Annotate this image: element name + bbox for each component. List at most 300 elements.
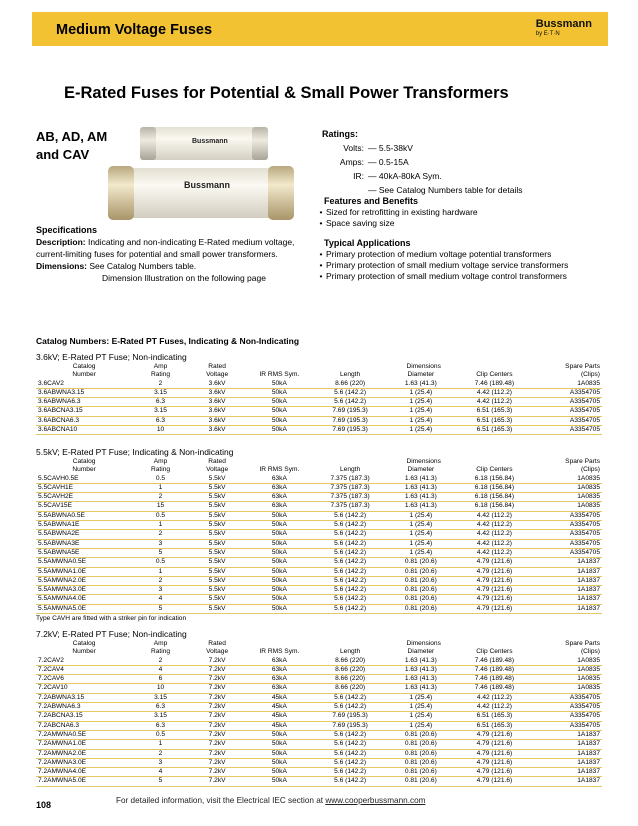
table-row — [36, 721, 602, 730]
cell-amp-rating: 3 — [132, 586, 189, 595]
large-fuse-label: Bussmann — [184, 180, 231, 190]
cell-rated-voltage: 7.2kV — [189, 749, 246, 758]
cell-spare-parts: 1A1837 — [534, 730, 602, 739]
features-and-applications — [316, 196, 612, 282]
cell-clip-centers: 4.42 (112.2) — [455, 530, 534, 539]
col-number: Number — [72, 466, 96, 474]
cell-spare-parts: 1A1837 — [534, 586, 602, 595]
cell-clip-centers: 6.18 (156.84) — [455, 475, 534, 484]
table-row — [36, 595, 602, 604]
cell-rated-voltage: 5.5kV — [189, 604, 246, 613]
cell-ir: 63kA — [245, 665, 313, 674]
desc-label: Description: — [36, 237, 86, 247]
cell-ir: 50kA — [245, 576, 313, 585]
brand-name: Bussmann — [535, 18, 592, 30]
cell-amp-rating: 0.5 — [132, 475, 189, 484]
cell-diameter: 1 (25.4) — [387, 721, 455, 730]
cell-amp-rating: 1 — [132, 483, 189, 492]
cell-rated-voltage: 7.2kV — [189, 657, 246, 666]
bullet-icon: • — [319, 218, 323, 228]
col-diameter: Diameter — [407, 648, 435, 656]
bullet-icon: • — [319, 271, 323, 281]
col-rating: Rating — [150, 371, 171, 379]
catalog-table — [36, 363, 602, 435]
cell-amp-rating: 2 — [132, 657, 189, 666]
product-families — [36, 128, 107, 164]
rating-note — [322, 183, 523, 197]
cell-catalog-number: 7.2AMWNA3.0E — [36, 758, 132, 767]
cell-clip-centers: 4.79 (121.6) — [455, 749, 534, 758]
cell-catalog-number: 5.5CAVH0.5E — [36, 475, 132, 484]
cell-rated-voltage: 3.6kV — [189, 426, 246, 435]
col-ir: IR RMS Sym. — [259, 648, 300, 656]
features-heading: Features and Benefits — [324, 196, 419, 206]
cell-length: 5.6 (142.2) — [313, 511, 387, 520]
cell-clip-centers: 7.46 (189.48) — [455, 380, 534, 389]
application-item: • Primary protection of medium voltage potential transformers — [316, 249, 612, 260]
cell-clip-centers: 4.79 (121.6) — [455, 730, 534, 739]
cell-catalog-number: 5.5CAVH1E — [36, 483, 132, 492]
cell-spare-parts: A3354705 — [534, 548, 602, 557]
cell-length: 5.6 (142.2) — [313, 777, 387, 786]
cell-amp-rating: 2 — [132, 380, 189, 389]
cell-catalog-number: 5.5CAVH2E — [36, 493, 132, 502]
cell-rated-voltage: 5.5kV — [189, 475, 246, 484]
cell-diameter: 0.81 (20.6) — [387, 604, 455, 613]
cell-diameter: 0.81 (20.6) — [387, 558, 455, 567]
cell-diameter: 1 (25.4) — [387, 548, 455, 557]
cell-rated-voltage: 7.2kV — [189, 721, 246, 730]
cell-ir: 63kA — [245, 483, 313, 492]
table-row — [36, 740, 602, 749]
cell-rated-voltage: 5.5kV — [189, 502, 246, 511]
cell-rated-voltage: 3.6kV — [189, 388, 246, 397]
cell-clip-centers: 4.79 (121.6) — [455, 758, 534, 767]
table-row — [36, 380, 602, 389]
cell-amp-rating: 6.3 — [132, 703, 189, 712]
cell-catalog-number: 3.6ABWNA6.3 — [36, 398, 132, 407]
col-voltage: Voltage — [206, 648, 229, 656]
table-row — [36, 539, 602, 548]
cell-diameter: 1.63 (41.3) — [387, 665, 455, 674]
cell-clip-centers: 4.79 (121.6) — [455, 604, 534, 613]
cell-spare-parts: 1A1837 — [534, 777, 602, 786]
cell-spare-parts: 1A0835 — [534, 483, 602, 492]
cell-rated-voltage: 7.2kV — [189, 768, 246, 777]
cell-rated-voltage: 5.5kV — [189, 586, 246, 595]
cell-catalog-number: 3.6ABCNA10 — [36, 426, 132, 435]
desc-text: Indicating and non-indicating E-Rated medium voltage, current-limiting fuses for potential and small power transformers. — [36, 237, 295, 259]
cell-spare-parts: A3354705 — [534, 388, 602, 397]
cell-rated-voltage: 5.5kV — [189, 530, 246, 539]
cell-ir: 45kA — [245, 703, 313, 712]
cell-clip-centers: 6.51 (165.3) — [455, 426, 534, 435]
cell-catalog-number: 7.2ABWNA3.15 — [36, 693, 132, 702]
cell-spare-parts: 1A1837 — [534, 740, 602, 749]
cell-ir: 63kA — [245, 657, 313, 666]
cell-ir: 50kA — [245, 740, 313, 749]
footer-link[interactable]: www.cooperbussmann.com — [325, 796, 426, 805]
cell-rated-voltage: 7.2kV — [189, 777, 246, 786]
table-row — [36, 777, 602, 786]
cell-length: 5.6 (142.2) — [313, 693, 387, 702]
cell-amp-rating: 2 — [132, 493, 189, 502]
table-row — [36, 483, 602, 492]
table-row — [36, 675, 602, 684]
cell-catalog-number: 5.5ABWNA0.5E — [36, 511, 132, 520]
cell-ir: 45kA — [245, 712, 313, 721]
cell-amp-rating: 3 — [132, 758, 189, 767]
col-ir: IR RMS Sym. — [259, 466, 300, 474]
cell-length: 7.375 (187.3) — [313, 493, 387, 502]
table-row — [36, 493, 602, 502]
cell-spare-parts: 1A0835 — [534, 657, 602, 666]
feature-item: • Space saving size — [316, 218, 612, 229]
cell-clip-centers: 4.42 (112.2) — [455, 521, 534, 530]
fuse-cap-right — [268, 166, 294, 220]
col-amp: Amp — [153, 458, 168, 465]
cell-ir: 50kA — [245, 426, 313, 435]
cell-ir: 63kA — [245, 675, 313, 684]
cell-amp-rating: 2 — [132, 749, 189, 758]
cell-catalog-number: 7.2AMWNA1.0E — [36, 740, 132, 749]
bullet-icon: • — [319, 207, 323, 217]
col-ir: IR RMS Sym. — [259, 371, 300, 379]
rating-note-text: — See Catalog Numbers table for details — [368, 185, 523, 195]
cell-spare-parts: 1A1837 — [534, 604, 602, 613]
cell-diameter: 0.81 (20.6) — [387, 768, 455, 777]
col-dimensions: Dimensions — [406, 458, 441, 465]
table-row — [36, 530, 602, 539]
cell-length: 7.375 (187.3) — [313, 502, 387, 511]
cell-ir: 50kA — [245, 398, 313, 407]
cell-rated-voltage: 3.6kV — [189, 407, 246, 416]
col-number: Number — [72, 371, 96, 379]
cell-catalog-number: 3.6ABCNA3.15 — [36, 407, 132, 416]
cell-catalog-number: 7.2AMWNA2.0E — [36, 749, 132, 758]
col-spare: Spare Parts — [565, 458, 600, 465]
cell-spare-parts: A3354705 — [534, 721, 602, 730]
cell-amp-rating: 6.3 — [132, 398, 189, 407]
table-row — [36, 548, 602, 557]
cell-length: 8.66 (220) — [313, 380, 387, 389]
cell-ir: 50kA — [245, 548, 313, 557]
table-row — [36, 758, 602, 767]
cell-clip-centers: 6.51 (165.3) — [455, 416, 534, 425]
cell-catalog-number: 3.6ABWNA3.15 — [36, 388, 132, 397]
table-row — [36, 693, 602, 702]
table-row — [36, 712, 602, 721]
cell-length: 8.66 (220) — [313, 684, 387, 693]
cell-spare-parts: 1A0835 — [534, 380, 602, 389]
cell-diameter: 0.81 (20.6) — [387, 586, 455, 595]
cell-amp-rating: 6.3 — [132, 721, 189, 730]
header-bar — [32, 12, 608, 46]
cell-diameter: 1 (25.4) — [387, 539, 455, 548]
cell-diameter: 0.81 (20.6) — [387, 749, 455, 758]
col-catalog: Catalog — [72, 640, 96, 647]
cell-diameter: 1.63 (41.3) — [387, 483, 455, 492]
table-row — [36, 416, 602, 425]
cell-clip-centers: 4.79 (121.6) — [455, 777, 534, 786]
cell-amp-rating: 15 — [132, 502, 189, 511]
cell-ir: 45kA — [245, 693, 313, 702]
cell-rated-voltage: 3.6kV — [189, 416, 246, 425]
cell-length: 5.6 (142.2) — [313, 521, 387, 530]
cell-spare-parts: A3354705 — [534, 539, 602, 548]
col-length: Length — [340, 648, 361, 656]
col-rating: Rating — [150, 648, 171, 656]
cell-spare-parts: A3354705 — [534, 407, 602, 416]
cell-diameter: 1.63 (41.3) — [387, 475, 455, 484]
cell-spare-parts: 1A0835 — [534, 684, 602, 693]
table-row — [36, 398, 602, 407]
section-title: 3.6kV; E-Rated PT Fuse; Non-indicating — [36, 352, 187, 362]
cell-catalog-number: 7.2CAV4 — [36, 665, 132, 674]
header-title: Medium Voltage Fuses — [56, 22, 213, 38]
col-clips: (Clips) — [580, 371, 600, 379]
brand-logo — [536, 18, 592, 37]
table-row — [36, 586, 602, 595]
cell-length: 8.66 (220) — [313, 665, 387, 674]
cell-diameter: 1 (25.4) — [387, 388, 455, 397]
cell-ir: 50kA — [245, 586, 313, 595]
footer — [116, 796, 425, 805]
bullet-icon: • — [319, 260, 323, 270]
catalog-table — [36, 640, 602, 787]
cell-catalog-number: 5.5AMWNA0.5E — [36, 558, 132, 567]
cell-diameter: 0.81 (20.6) — [387, 758, 455, 767]
cell-length: 7.375 (187.3) — [313, 475, 387, 484]
cell-clip-centers: 6.51 (165.3) — [455, 721, 534, 730]
cell-catalog-number: 5.5AMWNA4.0E — [36, 595, 132, 604]
cell-length: 5.6 (142.2) — [313, 388, 387, 397]
cell-clip-centers: 4.42 (112.2) — [455, 539, 534, 548]
cell-ir: 50kA — [245, 530, 313, 539]
fuse-cap-left — [108, 166, 134, 220]
cell-spare-parts: A3354705 — [534, 416, 602, 425]
cell-diameter: 1.63 (41.3) — [387, 684, 455, 693]
small-fuse-image — [140, 127, 268, 160]
cell-ir: 50kA — [245, 730, 313, 739]
cell-rated-voltage: 5.5kV — [189, 483, 246, 492]
cell-amp-rating: 5 — [132, 548, 189, 557]
cell-spare-parts: 1A0835 — [534, 502, 602, 511]
col-rating: Rating — [150, 466, 171, 474]
table-row — [36, 567, 602, 576]
table-row — [36, 730, 602, 739]
application-item: • Primary protection of small medium voltage service transformers — [316, 260, 612, 271]
specs-description — [36, 236, 310, 260]
cell-length: 5.6 (142.2) — [313, 740, 387, 749]
page-number: 108 — [36, 800, 52, 810]
cell-spare-parts: 1A0835 — [534, 493, 602, 502]
large-fuse-image — [110, 168, 292, 218]
cell-spare-parts: 1A1837 — [534, 768, 602, 777]
cell-length: 5.6 (142.2) — [313, 530, 387, 539]
product-line-2: and CAV — [36, 147, 90, 162]
cell-diameter: 1.63 (41.3) — [387, 675, 455, 684]
cell-catalog-number: 7.2CAV2 — [36, 657, 132, 666]
table-row — [36, 657, 602, 666]
cell-amp-rating: 3.15 — [132, 693, 189, 702]
cell-clip-centers: 4.79 (121.6) — [455, 740, 534, 749]
cell-amp-rating: 5 — [132, 604, 189, 613]
col-voltage: Voltage — [206, 371, 229, 379]
cell-length: 7.69 (195.3) — [313, 407, 387, 416]
cell-ir: 50kA — [245, 416, 313, 425]
cell-diameter: 1 (25.4) — [387, 407, 455, 416]
volts-label: Volts: — [343, 143, 364, 153]
col-diameter: Diameter — [407, 466, 435, 474]
cell-rated-voltage: 5.5kV — [189, 576, 246, 585]
dim-text-2: Dimension Illustration on the following page — [102, 273, 266, 283]
table-row — [36, 426, 602, 435]
fuse-cap-left — [140, 127, 156, 160]
cell-diameter: 0.81 (20.6) — [387, 740, 455, 749]
cell-ir: 50kA — [245, 758, 313, 767]
cell-spare-parts: A3354705 — [534, 712, 602, 721]
table-row — [36, 502, 602, 511]
col-clips: (Clips) — [580, 466, 600, 474]
cell-amp-rating: 4 — [132, 665, 189, 674]
cell-catalog-number: 7.2CAV10 — [36, 684, 132, 693]
cell-clip-centers: 4.42 (112.2) — [455, 398, 534, 407]
cell-amp-rating: 0.5 — [132, 511, 189, 520]
cell-clip-centers: 4.79 (121.6) — [455, 558, 534, 567]
cell-length: 5.6 (142.2) — [313, 595, 387, 604]
ir-label: IR: — [353, 171, 364, 181]
cell-diameter: 1.63 (41.3) — [387, 502, 455, 511]
cell-diameter: 1 (25.4) — [387, 703, 455, 712]
amps-label: Amps: — [339, 157, 364, 167]
section-note: Type CAVH are fitted with a striker pin for indication — [36, 615, 187, 623]
cell-spare-parts: 1A1837 — [534, 595, 602, 604]
cell-spare-parts: 1A1837 — [534, 558, 602, 567]
col-clip: Clip Centers — [476, 648, 513, 656]
col-clips: (Clips) — [580, 648, 600, 656]
cell-spare-parts: 1A1837 — [534, 749, 602, 758]
cell-rated-voltage: 5.5kV — [189, 567, 246, 576]
table-row — [36, 703, 602, 712]
cell-catalog-number: 5.5ABWNA1E — [36, 521, 132, 530]
cell-ir: 50kA — [245, 521, 313, 530]
cell-diameter: 1 (25.4) — [387, 693, 455, 702]
col-spare: Spare Parts — [565, 363, 600, 370]
cell-amp-rating: 1 — [132, 740, 189, 749]
cell-diameter: 1.63 (41.3) — [387, 657, 455, 666]
cell-clip-centers: 4.42 (112.2) — [455, 388, 534, 397]
cell-clip-centers: 4.42 (112.2) — [455, 703, 534, 712]
cell-spare-parts: A3354705 — [534, 426, 602, 435]
col-amp: Amp — [153, 363, 168, 370]
table-row — [36, 576, 602, 585]
cell-length: 8.66 (220) — [313, 657, 387, 666]
table-row — [36, 475, 602, 484]
cell-amp-rating: 1 — [132, 521, 189, 530]
cell-amp-rating: 3.15 — [132, 407, 189, 416]
cell-length: 7.69 (195.3) — [313, 721, 387, 730]
cell-clip-centers: 7.46 (189.48) — [455, 665, 534, 674]
table-row — [36, 665, 602, 674]
col-number: Number — [72, 648, 96, 656]
cell-amp-rating: 2 — [132, 530, 189, 539]
cell-ir: 50kA — [245, 768, 313, 777]
dim-text: See Catalog Numbers table. — [89, 261, 197, 271]
section-title: 7.2kV; E-Rated PT Fuse; Non-indicating — [36, 629, 187, 639]
bullet-icon: • — [319, 249, 323, 259]
cell-ir: 50kA — [245, 604, 313, 613]
col-rated: Rated — [208, 363, 226, 370]
cell-rated-voltage: 5.5kV — [189, 493, 246, 502]
col-diameter: Diameter — [407, 371, 435, 379]
cell-rated-voltage: 5.5kV — [189, 548, 246, 557]
applications-heading: Typical Applications — [324, 238, 411, 248]
cell-catalog-number: 3.6ABCNA6.3 — [36, 416, 132, 425]
cell-length: 5.6 (142.2) — [313, 768, 387, 777]
col-catalog: Catalog — [72, 363, 96, 370]
application-item: • Primary protection of small medium voltage control transformers — [316, 271, 612, 282]
cell-catalog-number: 7.2ABCNA6.3 — [36, 721, 132, 730]
cell-amp-rating: 6 — [132, 675, 189, 684]
cell-catalog-number: 7.2ABWNA6.3 — [36, 703, 132, 712]
cell-spare-parts: 1A1837 — [534, 758, 602, 767]
col-voltage: Voltage — [206, 466, 229, 474]
table-row — [36, 388, 602, 397]
cell-amp-rating: 1 — [132, 567, 189, 576]
cell-amp-rating: 0.5 — [132, 558, 189, 567]
cell-ir: 50kA — [245, 567, 313, 576]
rating-amps — [322, 155, 523, 169]
section-3-6kv — [36, 352, 602, 435]
cell-catalog-number: 7.2AMWNA5.0E — [36, 777, 132, 786]
cell-length: 5.6 (142.2) — [313, 749, 387, 758]
cell-rated-voltage: 7.2kV — [189, 712, 246, 721]
amps-value: — 0.5-15A — [368, 157, 409, 167]
cell-length: 5.6 (142.2) — [313, 558, 387, 567]
cell-clip-centers: 4.79 (121.6) — [455, 576, 534, 585]
cell-catalog-number: 7.2CAV6 — [36, 675, 132, 684]
rating-ir — [322, 169, 523, 183]
cell-ir: 63kA — [245, 684, 313, 693]
cell-amp-rating: 0.5 — [132, 730, 189, 739]
cell-spare-parts: A3354705 — [534, 398, 602, 407]
cell-ir: 45kA — [245, 721, 313, 730]
cell-rated-voltage: 5.5kV — [189, 521, 246, 530]
cell-amp-rating: 3.15 — [132, 712, 189, 721]
rating-volts — [322, 141, 523, 155]
cell-catalog-number: 7.2AMWNA4.0E — [36, 768, 132, 777]
cell-amp-rating: 5 — [132, 777, 189, 786]
catalog-table — [36, 458, 602, 614]
cell-length: 7.375 (187.3) — [313, 483, 387, 492]
catalog-title: Catalog Numbers: E-Rated PT Fuses, Indicating & Non-Indicating — [36, 336, 300, 346]
specs-dimensions — [36, 260, 310, 272]
cell-rated-voltage: 7.2kV — [189, 740, 246, 749]
cell-diameter: 0.81 (20.6) — [387, 777, 455, 786]
cell-clip-centers: 4.79 (121.6) — [455, 768, 534, 777]
table-row — [36, 558, 602, 567]
cell-ir: 50kA — [245, 388, 313, 397]
cell-diameter: 1.63 (41.3) — [387, 493, 455, 502]
cell-clip-centers: 7.46 (189.48) — [455, 684, 534, 693]
specs-heading: Specifications — [36, 225, 98, 235]
col-dimensions: Dimensions — [406, 640, 441, 647]
table-row — [36, 511, 602, 520]
cell-catalog-number: 5.5CAV15E — [36, 502, 132, 511]
cell-catalog-number: 7.2ABCNA3.15 — [36, 712, 132, 721]
cell-ir: 50kA — [245, 777, 313, 786]
